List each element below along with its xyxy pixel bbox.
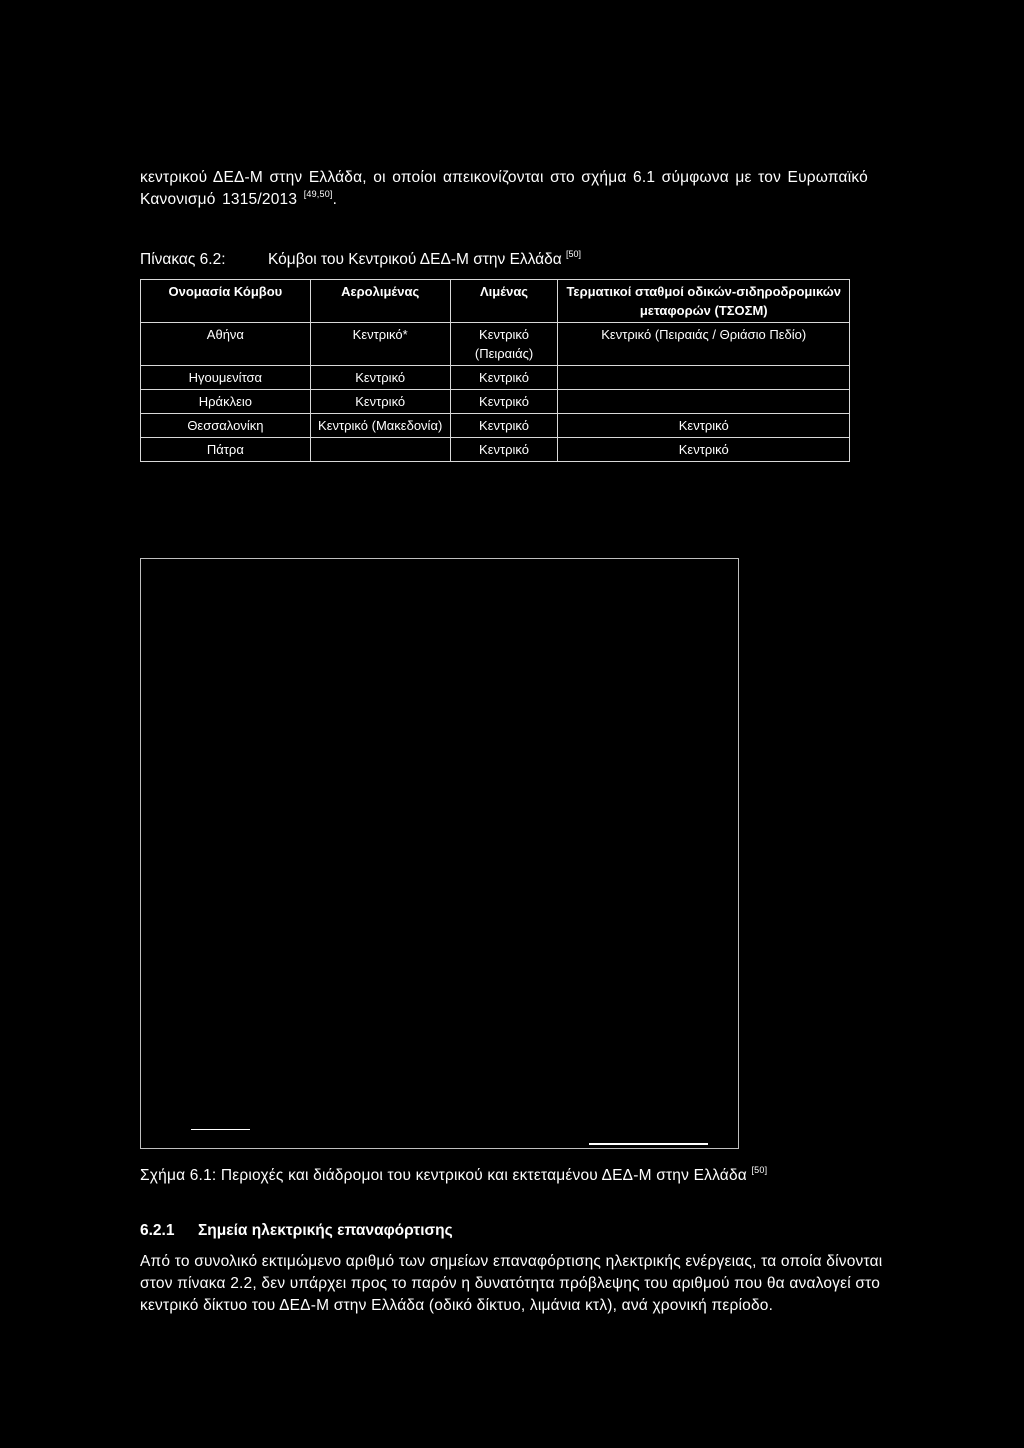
table-cell <box>558 366 850 390</box>
table-header-row <box>141 280 850 323</box>
table-cell: Κεντρικό <box>450 390 558 414</box>
figure-caption-text: Σχήμα 6.1: Περιοχές και διάδρομοι του κεντρικού και εκτεταμένου ΔΕΔ-Μ στην Ελλάδα <box>140 1167 747 1184</box>
body-paragraph: Από το συνολικό εκτιμώμενο αριθμό των σημείων επαναφόρτισης ηλεκτρικής ενέργειας, τα οποία δίνονται στον πίνακα 2.2, δεν υπάρχει προς το παρόν η δυνατότητα πρόβλεψης του αριθμού που θα αναλογεί στο κεντρικό δίκτυο του ΔΕΔ-Μ στην Ελλάδα (οδικό δίκτυο, λιμάνια κτλ), ανά χρονική περίοδο. <box>140 1253 883 1314</box>
table-cell: Κεντρικό <box>558 438 850 462</box>
header-airport: Αερολιμένας <box>310 280 450 323</box>
figure-caption-reference: [50] <box>751 1165 768 1175</box>
table-cell: Κεντρικό <box>450 366 558 390</box>
table-cell: Αθήνα <box>141 323 311 366</box>
table-cell <box>558 390 850 414</box>
table-cell: Κεντρικό (Πειραιάς / Θριάσιο Πεδίο) <box>558 323 850 366</box>
table-cell: Κεντρικό* <box>310 323 450 366</box>
intro-text: κεντρικού ΔΕΔ-Μ στην Ελλάδα, οι οποίοι απεικονίζονται στο σχήμα 6.1 σύμφωνα με τον Ευρωπαϊκό Κανονισμό 1315/2013 <box>140 169 868 208</box>
table-cell: Θεσσαλονίκη <box>141 414 311 438</box>
intro-end: . <box>332 191 338 208</box>
header-port: Λιμένας <box>450 280 558 323</box>
table-cell: Ηγουμενίτσα <box>141 366 311 390</box>
header-node-name: Ονομασία Κόμβου <box>141 280 311 323</box>
table-row <box>141 323 850 366</box>
section-number: 6.2.1 <box>140 1222 175 1239</box>
table-row <box>141 390 850 414</box>
table-cell: Κεντρικό (Πειραιάς) <box>450 323 558 366</box>
table-cell: Κεντρικό <box>558 414 850 438</box>
table-cell: Κεντρικό <box>450 414 558 438</box>
table-row <box>141 414 850 438</box>
map-figure-frame <box>140 558 739 1149</box>
header-rail-road-terminals: Τερματικοί σταθμοί οδικών-σιδηροδρομικών μεταφορών (ΤΣΟΣΜ) <box>558 280 850 323</box>
table-cell: Κεντρικό <box>310 390 450 414</box>
table-row <box>141 438 850 462</box>
nodes-table <box>140 279 850 462</box>
table-cell: Ηράκλειο <box>141 390 311 414</box>
section-heading <box>140 1220 453 1242</box>
table-cell: Κεντρικό <box>310 366 450 390</box>
figure-caption <box>140 1165 767 1187</box>
table-caption-reference: [50] <box>566 249 582 259</box>
table-row <box>141 366 850 390</box>
section-title: Σημεία ηλεκτρικής επαναφόρτισης <box>198 1222 453 1239</box>
table-cell: Πάτρα <box>141 438 311 462</box>
table-cell <box>310 438 450 462</box>
table-caption-title: Κόμβοι του Κεντρικού ΔΕΔ-Μ στην Ελλάδα <box>268 251 562 268</box>
intro-paragraph <box>140 167 900 211</box>
scale-bar-right <box>589 1143 708 1145</box>
table-caption <box>140 249 581 271</box>
table-cell: Κεντρικό <box>450 438 558 462</box>
scale-bar-left <box>191 1129 250 1130</box>
table-cell: Κεντρικό (Μακεδονία) <box>310 414 450 438</box>
intro-reference: [49,50] <box>303 189 333 199</box>
table-caption-label: Πίνακας 6.2: <box>140 251 226 268</box>
